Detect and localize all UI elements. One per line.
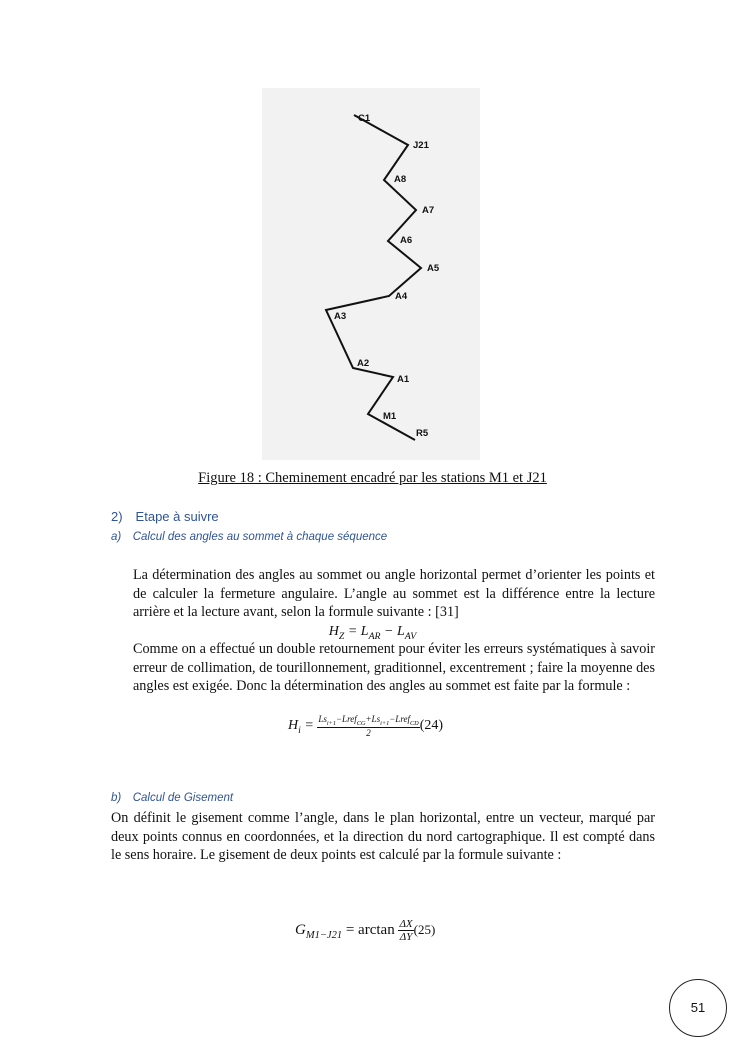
subsection-b-heading: b) Calcul de Gisement — [111, 792, 234, 804]
station-label-a6: A6 — [400, 235, 413, 246]
formula-gisement-fraction — [398, 918, 413, 943]
subsection-a-heading: a) Calcul des angles au sommet à chaque séquence — [111, 531, 388, 543]
paragraph-gisement: On définit le gisement comme l’angle, dans le plan horizontal, entre un vecteur, marqué par deux points connus en coordonnées, et la direction du nord cartographique. Il est compté dans le sens horaire. Le gisement de deux points est calculé par la formule suivante : — [111, 810, 655, 864]
formula-gisement-denominator: ΔY — [399, 931, 413, 943]
station-label-r5: R5 — [416, 428, 429, 439]
station-label-m1: M1 — [383, 411, 397, 422]
station-label-a7: A7 — [422, 205, 435, 216]
formula-hi — [288, 714, 443, 738]
traverse-line — [326, 115, 421, 440]
formula-gisement-number: (25) — [413, 921, 436, 937]
station-label-a5: A5 — [427, 263, 440, 274]
page-number: 51 — [669, 979, 727, 1037]
station-label-a3: A3 — [334, 311, 347, 322]
formula-hi-number: (24) — [419, 718, 444, 734]
station-label-a4: A4 — [395, 291, 408, 302]
formula-gisement: $G_{M1-J21} = \arctan$ $\frac{\Delta X}{\Delta Y}$ (25) — [295, 918, 436, 943]
paragraph-angles-intro: La détermination des angles au sommet ou angle horizontal permet d’orienter les points et de calculer la fermeture angulaire. L’angle au sommet est la différence entre la lecture arrière et la lecture avant, selon la formule suivante : [31] — [133, 567, 655, 621]
formula-hz-text: $H_Z = L_{AR} - L_{AV}$ — [328, 624, 417, 642]
formula-gisement-function: = arctan — [345, 921, 395, 938]
station-label-a8: A8 — [394, 174, 407, 185]
formula-hi-fraction: $\frac{Ls_{i+1}-Lref_{CG}+Ls_{i+1}-Lref_{CD}}{2}$ — [318, 714, 419, 738]
station-label-j21: J21 — [413, 140, 429, 151]
formula-gisement-numerator: ΔX — [399, 918, 413, 930]
paragraph-double-retournement: Comme on a effectué un double retournement pour éviter les erreurs systématiques à savoir erreur de collimation, de tourillonnement, graditionnel, excentrement ; faire la moyenne des angles est exigée. Donc la détermination des angles au sommet est faite par la formule : — [133, 641, 655, 695]
section-heading: 2) Etape à suivre — [111, 509, 219, 524]
figure-caption: Figure 18 : Cheminement encadré par les stations M1 et J21 — [198, 470, 547, 486]
station-label-a2: A2 — [357, 358, 370, 369]
formula-hi-lhs: $H_i$ = — [288, 718, 314, 736]
station-label-c1: C1 — [358, 113, 371, 124]
station-label-a1: A1 — [397, 374, 410, 385]
traverse-diagram — [262, 88, 480, 460]
